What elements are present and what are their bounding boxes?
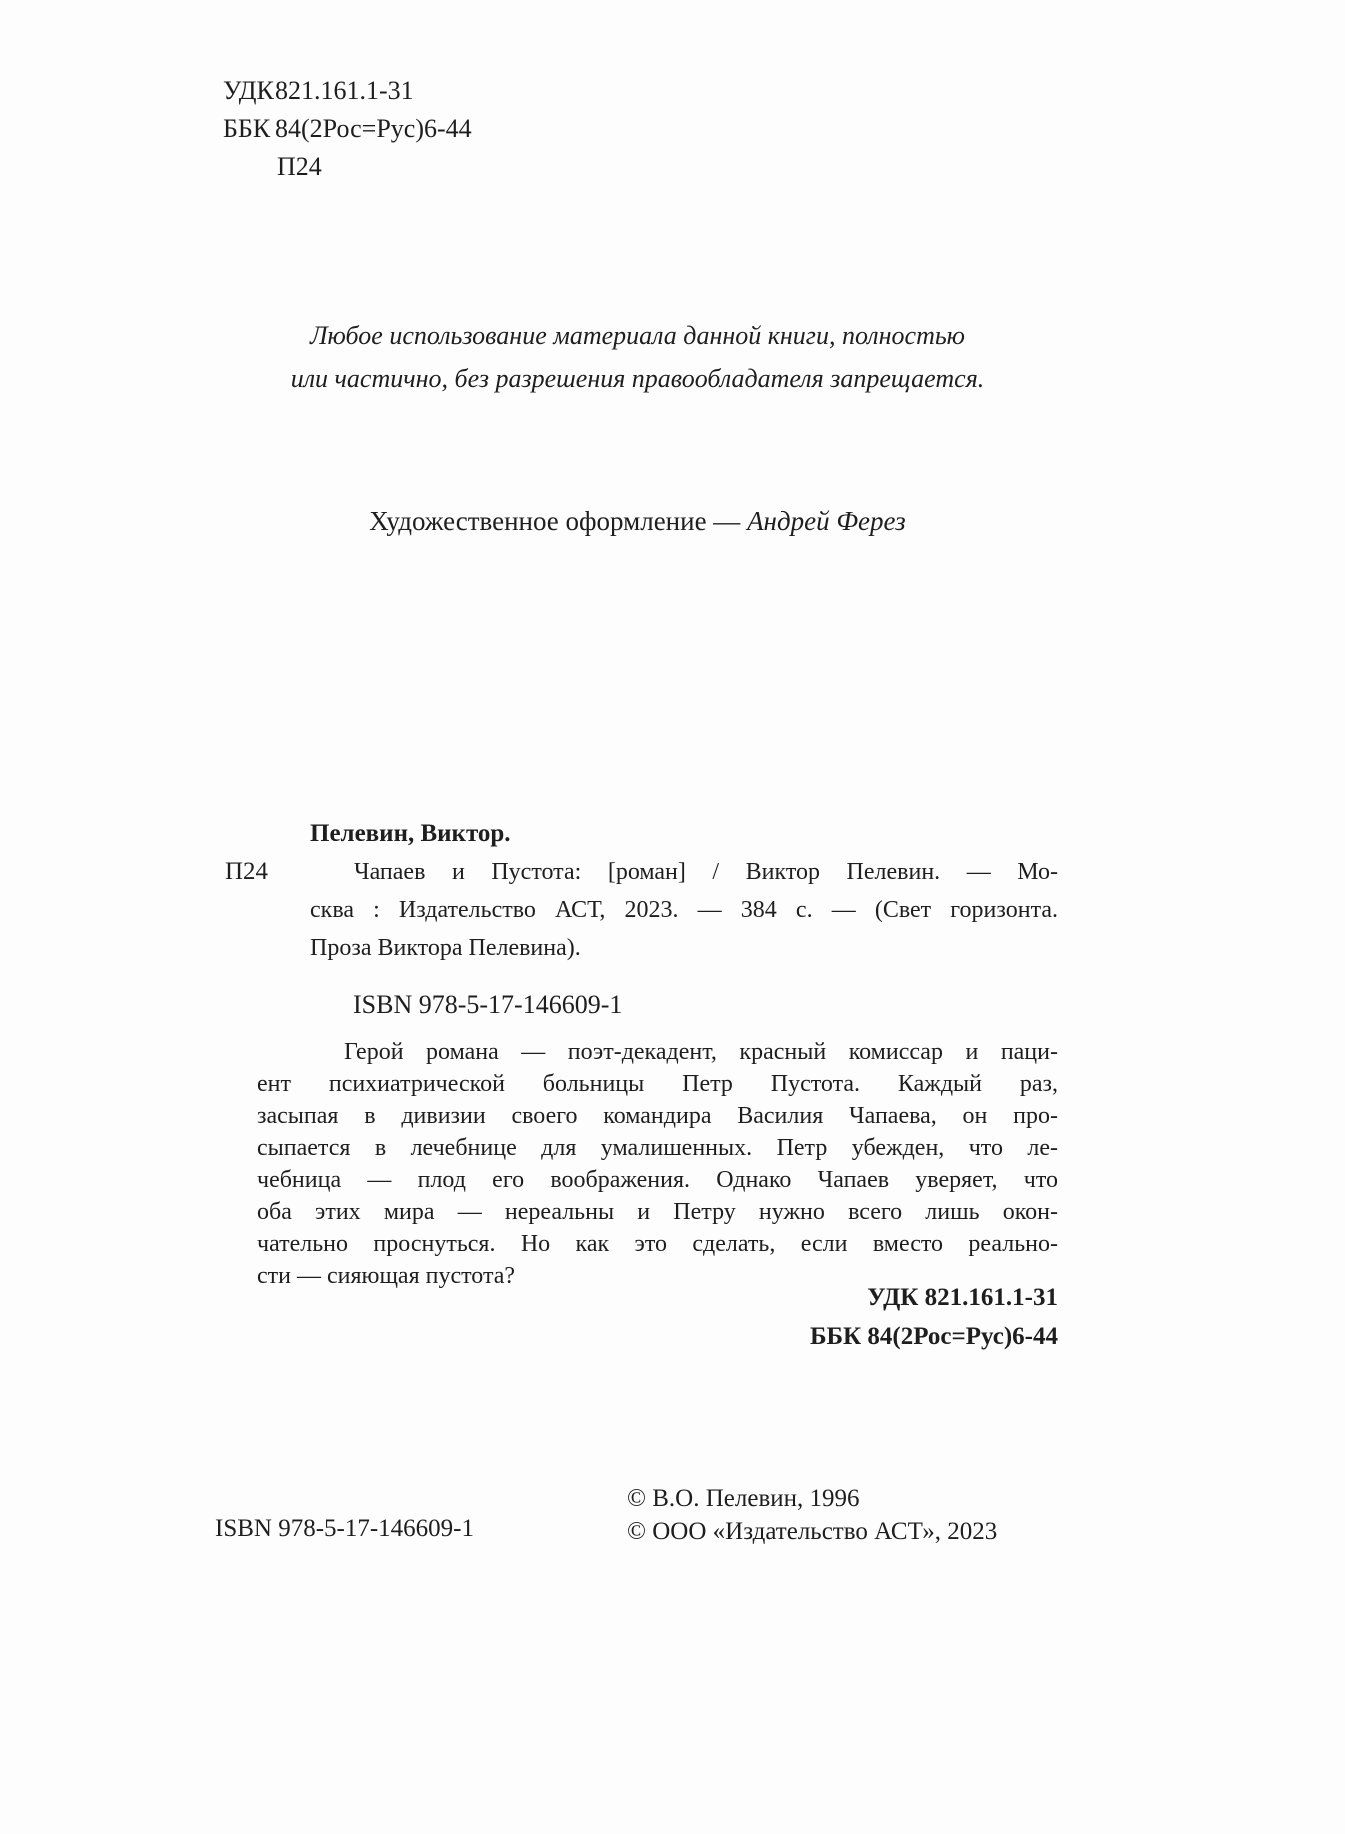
bibliographic-record bbox=[310, 815, 1058, 967]
annotation-line: оба этих мира — нереальны и Петру нужно всего лишь окон- bbox=[257, 1199, 1058, 1225]
classification-footer bbox=[257, 1278, 1058, 1356]
annotation-paragraph bbox=[257, 1036, 1058, 1292]
udk-value: 821.161.1-31 bbox=[275, 76, 414, 105]
annotation-line: сти — сияющая пустота? bbox=[257, 1263, 516, 1289]
annotation-line: сыпается в лечебнице для умалишенных. Петр убежден, что ле- bbox=[257, 1135, 1058, 1161]
bib-line: Проза Виктора Пелевина). bbox=[310, 935, 581, 961]
udk-line bbox=[223, 72, 472, 110]
bbk-line bbox=[223, 110, 472, 148]
bbk-value: 84(2Рос=Рус)6-44 bbox=[275, 114, 472, 143]
designer-name: Андрей Ферез bbox=[747, 506, 906, 536]
bbk-label: ББК bbox=[223, 114, 271, 143]
design-credit-prefix: Художественное оформление — bbox=[369, 506, 748, 536]
design-credit bbox=[230, 506, 1045, 537]
udk-label: УДК bbox=[223, 76, 274, 105]
udk-footer-line: УДК 821.161.1-31 bbox=[867, 1284, 1058, 1311]
bbk-footer-line: ББК 84(2Рос=Рус)6-44 bbox=[810, 1323, 1058, 1350]
annotation-line: чательно проснуться. Но как это сделать, если вместо реально- bbox=[257, 1231, 1058, 1257]
bib-line: Чапаев и Пустота: [роман] / Виктор Пелевин. — Мо- bbox=[354, 859, 1058, 885]
top-classification-block bbox=[223, 72, 472, 186]
annotation-line: засыпая в дивизии своего командира Василия Чапаева, он про- bbox=[257, 1103, 1058, 1129]
copyright-author-line: © В.О. Пелевин, 1996 bbox=[627, 1485, 860, 1512]
bib-author-heading: Пелевин, Виктор. bbox=[310, 820, 511, 847]
isbn-footer: ISBN 978-5-17-146609-1 bbox=[215, 1515, 475, 1542]
bib-margin-sign: П24 bbox=[225, 858, 269, 885]
rights-notice bbox=[230, 314, 1045, 400]
rights-notice-line: Любое использование материала данной книги, полностью bbox=[309, 321, 966, 350]
annotation-line: Герой романа — поэт-декадент, красный комиссар и паци- bbox=[344, 1039, 1058, 1065]
annotation-line: чебница — плод его воображения. Однако Чапаев уверяет, что bbox=[257, 1167, 1058, 1193]
isbn-middle: ISBN 978-5-17-146609-1 bbox=[353, 990, 623, 1019]
copyright-publisher-line: © ООО «Издательство АСТ», 2023 bbox=[627, 1518, 998, 1545]
rights-notice-line: или частично, без разрешения правообладателя запрещается. bbox=[290, 364, 985, 393]
author-sign: П24 bbox=[277, 152, 322, 181]
bib-line: сква : Издательство АСТ, 2023. — 384 с. — (Свет горизонта. bbox=[310, 897, 1058, 923]
annotation-line: ент психиатрической больницы Петр Пустота. Каждый раз, bbox=[257, 1071, 1058, 1097]
copyright-block bbox=[627, 1482, 997, 1548]
